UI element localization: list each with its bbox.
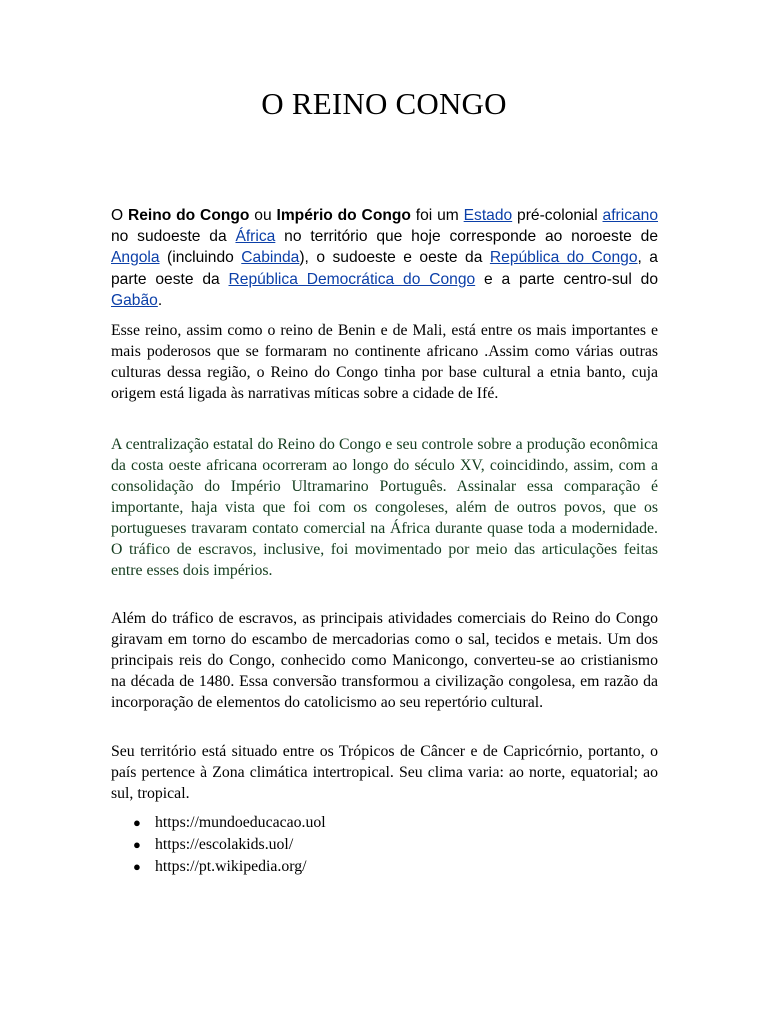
paragraph-territorio: Seu território está situado entre os Trópicos de Câncer e de Capricórnio, portanto, o país pertence à Zona climática intertropical. Seu clima varia: ao norte, equatorial; ao sul, tropical.: [111, 743, 658, 802]
link-republica-democratica-do-congo[interactable]: República Democrática do Congo: [228, 270, 476, 288]
text-run: O: [111, 207, 128, 224]
link-republica-do-congo[interactable]: República do Congo: [489, 249, 638, 267]
link-africano[interactable]: africano: [602, 207, 659, 224]
bullet-icon: ●: [133, 815, 141, 830]
text-run: no sudoeste da: [111, 228, 236, 246]
bullet-icon: ●: [133, 837, 141, 852]
list-item: [111, 834, 326, 856]
text-run: ou: [249, 207, 277, 224]
source-link[interactable]: https://pt.wikipedia.org/: [155, 858, 307, 875]
text-run: , a parte oeste da: [111, 249, 658, 288]
sources-list: [111, 812, 326, 878]
page-title: O REINO CONGO: [261, 86, 507, 121]
bold-term-reino-do-congo: Reino do Congo: [127, 207, 250, 224]
source-link[interactable]: https://escolakids.uol/: [155, 836, 294, 853]
paragraph-benin-mali: Esse reino, assim como o reino de Benin e de Mali, está entre os mais importantes e mais poderosos que se formaram no continente africano .Assim como várias outras culturas dessa região, o Reino do Congo tinha por base cultural a etnia banto, cuja origem está ligada às narrativas míticas sobre a cidade de Ifé.: [111, 322, 658, 402]
link-angola[interactable]: Angola: [111, 249, 160, 267]
source-link[interactable]: https://mundoeducacao.uol: [155, 814, 326, 831]
paragraph-comercio: Além do tráfico de escravos, as principais atividades comerciais do Reino do Congo giravam em torno do escambo de mercadorias como o sal, tecidos e metais. Um dos principais reis do Congo, conhecido como Manicongo, converteu-se ao cristianismo na década de 1480. Essa conversão transformou a civilização congolesa, em razão da incorporação de elementos do catolicismo ao seu repertório cultural.: [111, 610, 658, 711]
text-run: (incluindo: [159, 249, 242, 267]
text-run: foi um: [410, 207, 464, 224]
text-run: .: [157, 291, 163, 309]
text-run: e a parte centro-sul do: [475, 270, 658, 288]
text-run: no território que hoje corresponde ao noroeste de: [275, 228, 658, 246]
paragraph-centralizacao: A centralização estatal do Reino do Congo e seu controle sobre a produção econômica da costa oeste africana ocorreram ao longo do século XV, coincidindo, assim, com a consolidação do Império Ultramarino Português. Assinalar essa comparação é importante, haja vista que foi com os congoleses, além de outros povos, que os portugueses travaram contato comercial na África durante quase toda a modernidade. O tráfico de escravos, inclusive, foi movimentado por meio das articulações feitas entre esses dois impérios.: [111, 436, 658, 579]
text-run: ), o sudoeste e oeste da: [299, 249, 490, 267]
link-africa[interactable]: África: [235, 228, 276, 246]
link-gabao[interactable]: Gabão: [111, 291, 158, 309]
intro-paragraph: [111, 205, 658, 311]
bold-term-imperio-do-congo: Império do Congo: [276, 207, 411, 224]
link-estado[interactable]: Estado: [463, 207, 513, 224]
text-run: pré-colonial: [512, 207, 603, 224]
link-cabinda[interactable]: Cabinda: [241, 249, 300, 267]
list-item: [111, 856, 326, 878]
list-item: [111, 812, 326, 834]
bullet-icon: ●: [133, 859, 141, 874]
